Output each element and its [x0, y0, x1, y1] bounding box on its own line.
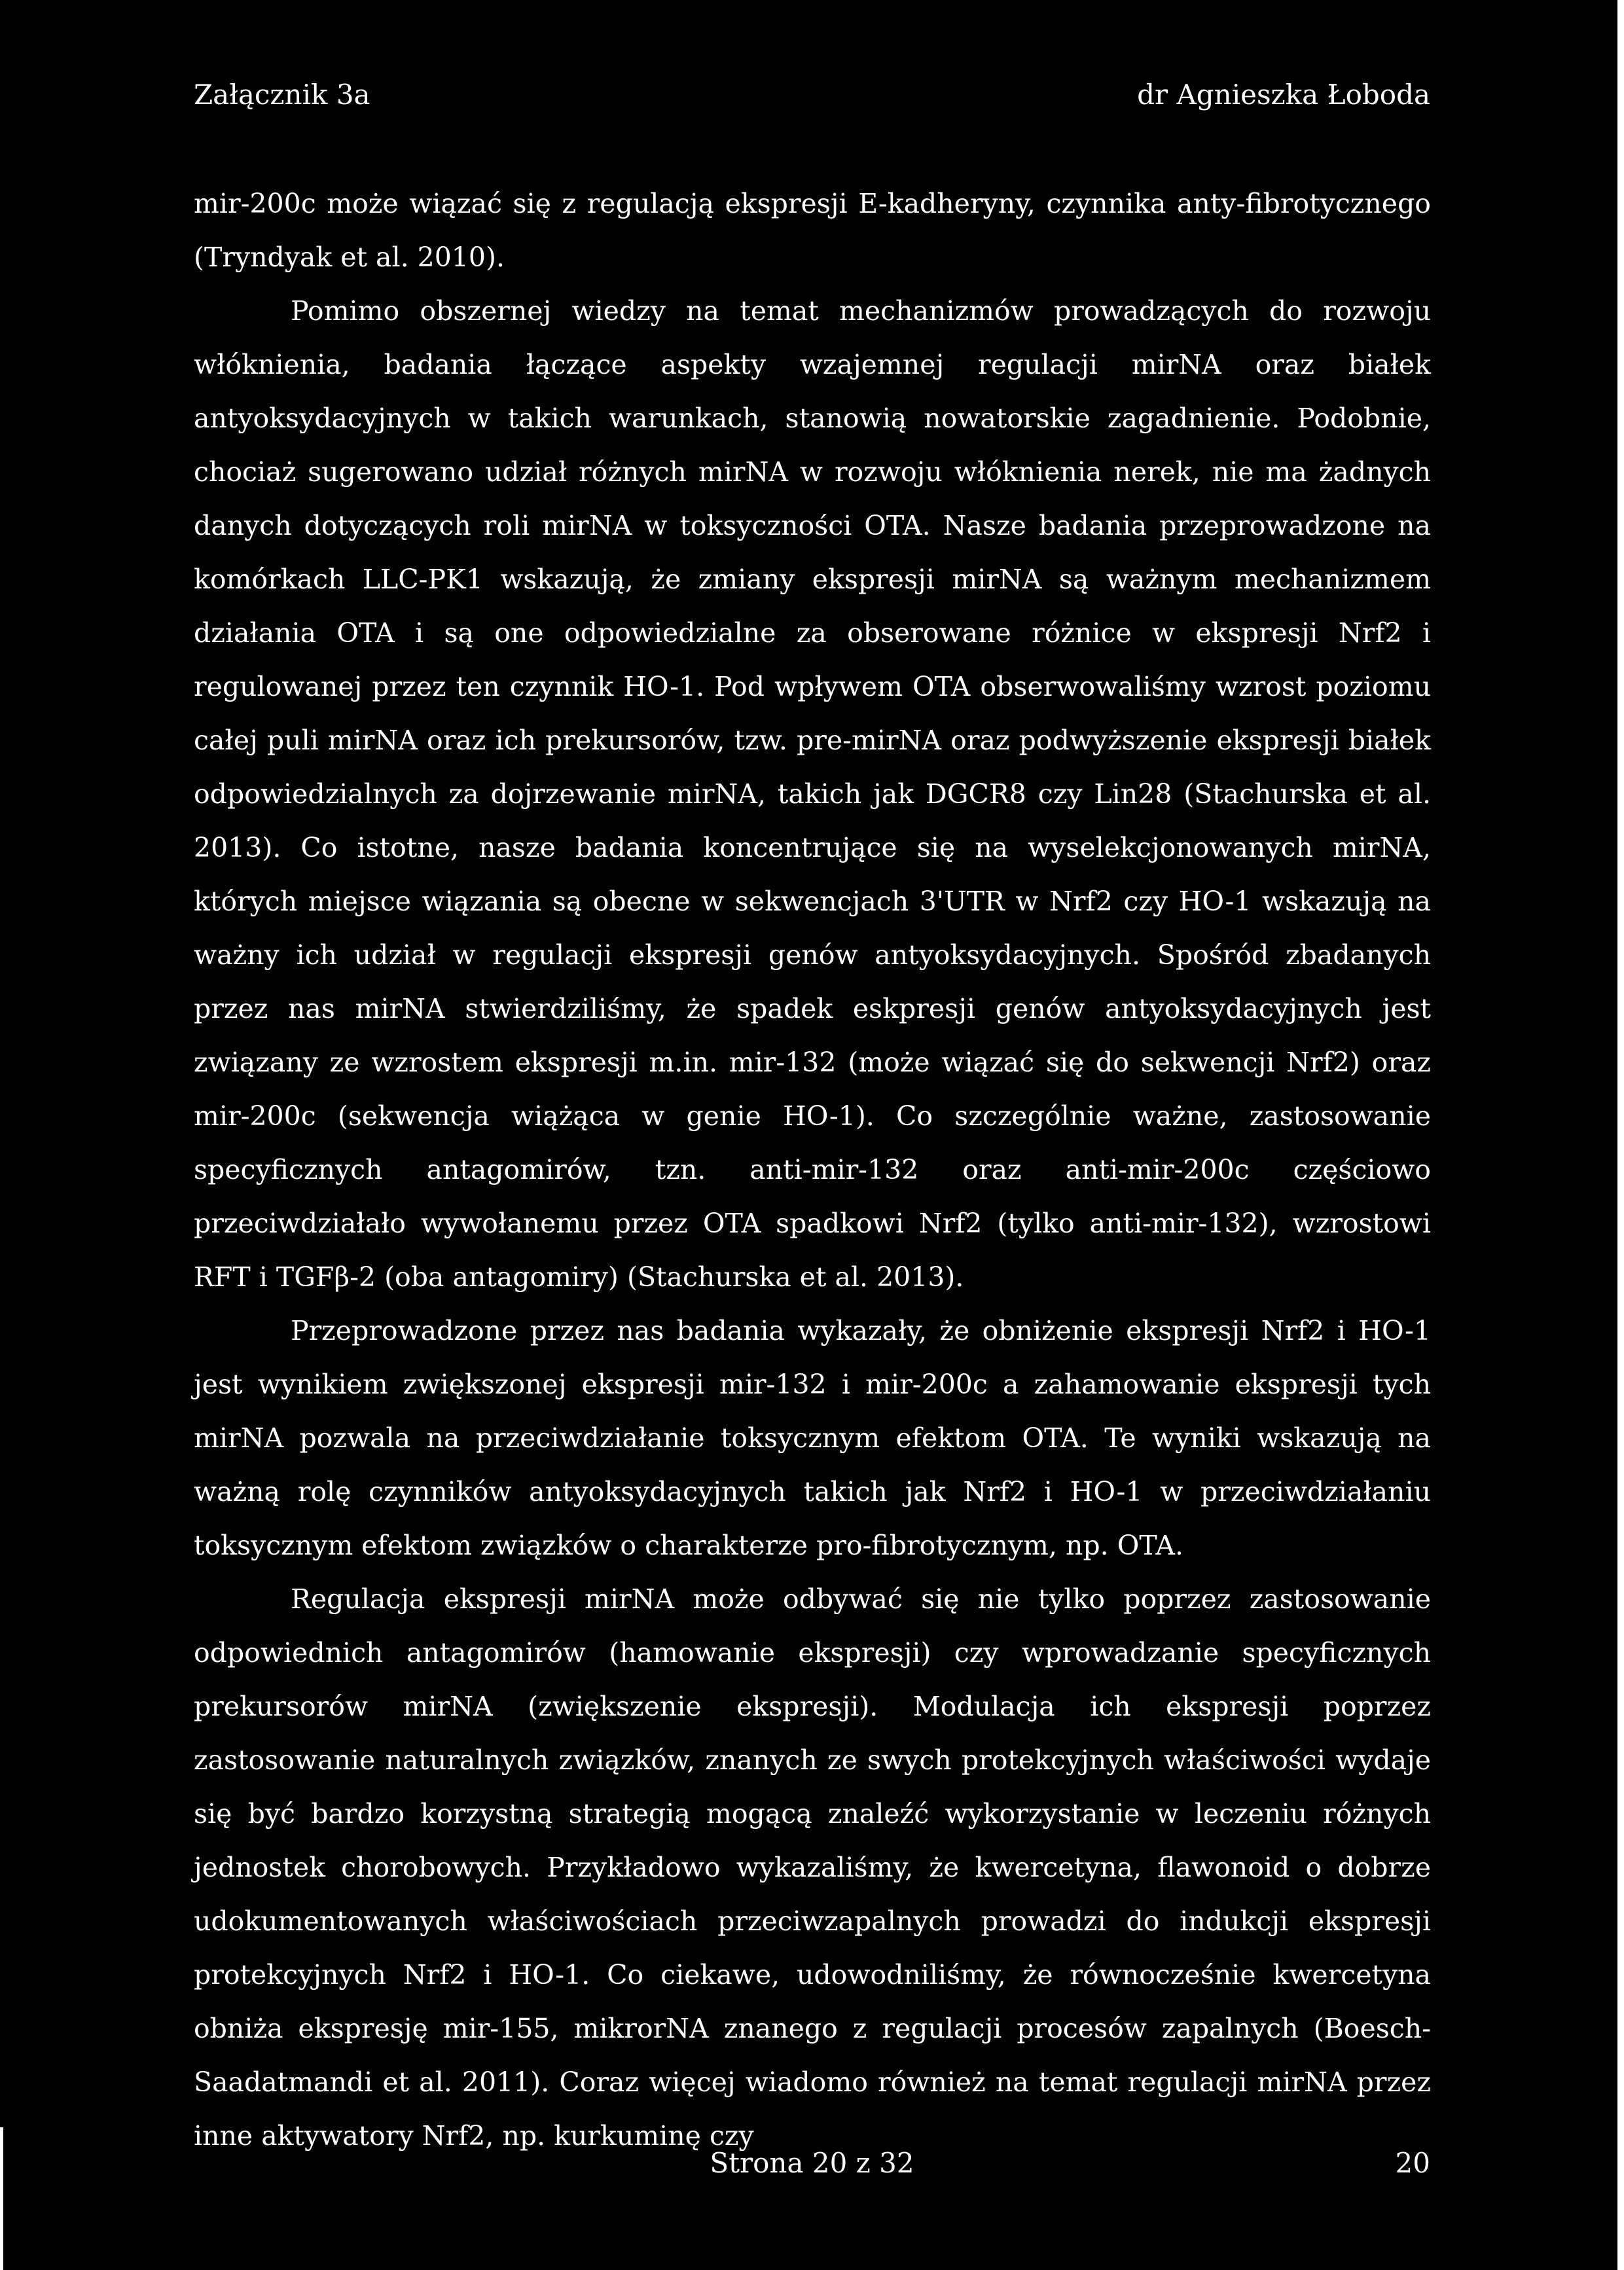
- paragraph-continuation: mir-200c może wiązać się z regulacją ekspresji E-kadheryny, czynnika anty-fibrotycznego (Tryndyak et al. 2010).: [194, 188, 1431, 273]
- paragraph: Pomimo obszernej wiedzy na temat mechanizmów prowadzących do rozwoju włóknienia, badania łączące aspekty wzajemnej regulacji mirNA oraz białek antyoksydacyjnych w takich warunkach, stanowią nowatorskie zagadnienie. Podobnie, chociaż sugerowano udział różnych mirNA w rozwoju włóknienia nerek, nie ma żadnych danych dotyczących roli mirNA w toksyczności OTA. Nasze badania przeprowadzone na komórkach LLC-PK1 wskazują, że zmiany ekspresji mirNA są ważnym mechanizmem działania OTA i są one odpowiedzialne za obserowane różnice w ekspresji Nrf2 i regulowanej przez ten czynnik HO-1. Pod wpływem OTA obserwowaliśmy wzrost poziomu całej puli mirNA oraz ich prekursorów, tzw. pre-mirNA oraz podwyższenie ekspresji białek odpowiedzialnych za dojrzewanie mirNA, takich jak DGCR8 czy Lin28 (Stachurska et al. 2013). Co istotne, nasze badania koncentrujące się na wyselekcjonowanych mirNA, których miejsce wiązania są obecne w sekwencjach 3'UTR w Nrf2 czy HO-1 wskazują na ważny ich udział w regulacji ekspresji genów antyoksydacyjnych. Spośród zbadanych przez nas mirNA stwierdziliśmy, że spadek eskpresji genów antyoksydacyjnych jest związany ze wzrostem ekspresji m.in. mir-132 (może wiązać się do sekwencji Nrf2) oraz mir-200c (sekwencja wiążąca w genie HO-1). Co szczególnie ważne, zastosowanie specyficznych antagomirów, tzn. anti-mir-132 oraz anti-mir-200c częściowo przeciwdziałało wywołanemu przez OTA spadkowi Nrf2 (tylko anti-mir-132), wzrostowi RFT i TGFβ-2 (oba antagomiry) (Stachurska et al. 2013).: [194, 295, 1431, 1293]
- scan-edge-left: [0, 2127, 3, 2270]
- header-attachment-label: Załącznik 3a: [194, 79, 370, 111]
- paragraph: Przeprowadzone przez nas badania wykazały, że obniżenie ekspresji Nrf2 i HO-1 jest wynikiem zwiększonej ekspresji mir-132 i mir-200c a zahamowanie ekspresji tych mirNA pozwala na przeciwdziałanie toksycznym efektom OTA. Te wyniki wskazują na ważną rolę czynników antyoksydacyjnych takich jak Nrf2 i HO-1 w przeciwdziałaniu toksycznym efektom związków o charakterze pro-fibrotycznym, np. OTA.: [194, 1315, 1431, 1561]
- footer-page-number: 20: [1395, 2147, 1430, 2179]
- scan-edge-right: [1617, 0, 1624, 2270]
- header-author: dr Agnieszka Łoboda: [1137, 79, 1430, 111]
- body-text: [194, 177, 1431, 2163]
- footer-page-label: Strona 20 z 32: [710, 2147, 914, 2179]
- paragraph: Regulacja ekspresji mirNA może odbywać się nie tylko poprzez zastosowanie odpowiednich antagomirów (hamowanie ekspresji) czy wprowadzanie specyficznych prekursorów mirNA (zwiększenie ekspresji). Modulacja ich ekspresji poprzez zastosowanie naturalnych związków, znanych ze swych protekcyjnych właściwości wydaje się być bardzo korzystną strategią mogącą znaleźć wykorzystanie w leczeniu różnych jednostek chorobowych. Przykładowo wykazaliśmy, że kwercetyna, flawonoid o dobrze udokumentowanych właściwościach przeciwzapalnych prowadzi do indukcji ekspresji protekcyjnych Nrf2 i HO-1. Co ciekawe, udowodniliśmy, że równocześnie kwercetyna obniża ekspresję mir-155, mikrorNA znanego z regulacji procesów zapalnych (Boesch-Saadatmandi et al. 2011). Coraz więcej wiadomo również na temat regulacji mirNA przez inne aktywatory Nrf2, np. kurkuminę czy: [194, 1583, 1431, 2152]
